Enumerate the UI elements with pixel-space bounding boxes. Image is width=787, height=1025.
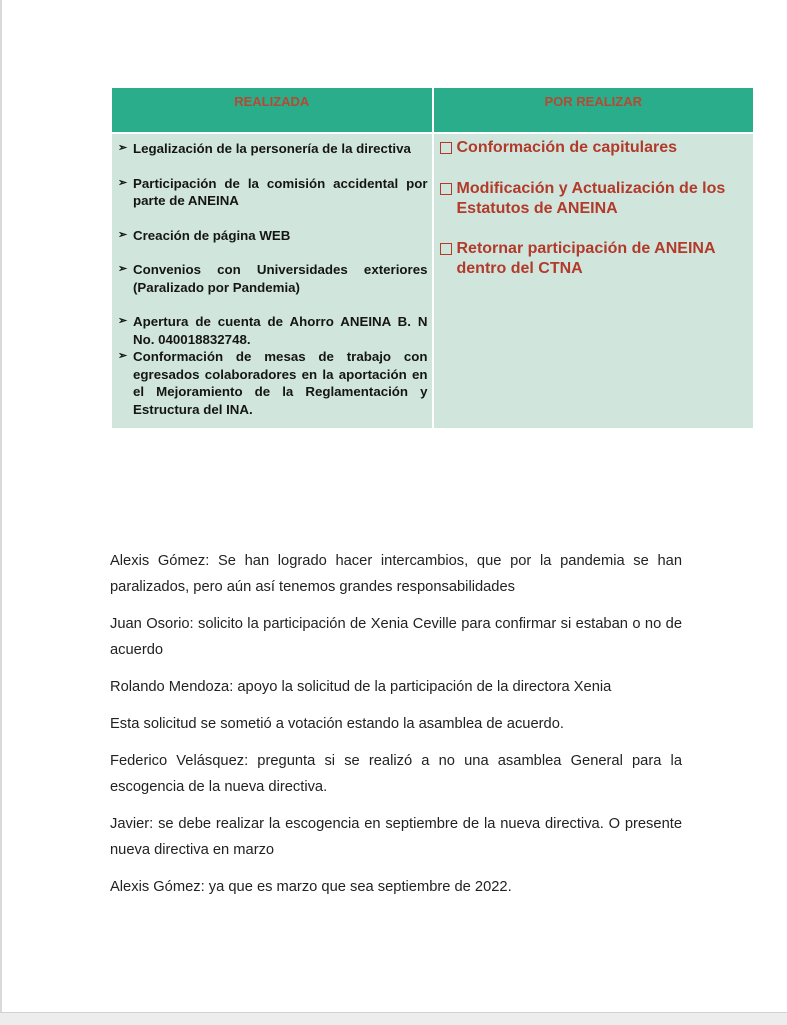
todo-item <box>438 138 750 159</box>
page-edge <box>0 0 2 1024</box>
note-paragraph: Alexis Gómez: Se han logrado hacer intercambios, que por la pandemia se han paralizados, pero aún así tenemos grandes responsabilidades <box>110 553 682 595</box>
done-item-text: Creación de página WEB <box>133 227 291 243</box>
note-paragraph: Juan Osorio: solicito la participación de Xenia Ceville para confirmar si estaban o no de acuerdo <box>110 616 682 658</box>
status-table <box>112 88 753 428</box>
note-paragraph: Javier: se debe realizar la escogencia en septiembre de la nueva directiva. O presente nueva directiva en marzo <box>110 816 682 858</box>
todo-item-text: Retornar participación de ANEINA dentro del CTNA <box>456 240 715 277</box>
done-item-text: Apertura de cuenta de Ahorro ANEINA B. N No. 040018832748. <box>133 314 428 347</box>
table-header-row <box>112 88 753 133</box>
done-item-text: Participación de la comisión accidental por parte de ANEINA <box>133 175 428 208</box>
empty-checkbox-icon <box>438 138 457 159</box>
todo-item <box>438 179 750 219</box>
meeting-notes <box>110 548 682 911</box>
note-paragraph: Alexis Gómez: ya que es marzo que sea septiembre de 2022. <box>110 879 512 895</box>
arrowhead-bullet-icon: ➢ <box>118 228 128 241</box>
done-item <box>118 261 428 296</box>
todo-item-text: Conformación de capitulares <box>456 139 677 156</box>
header-realizada: REALIZADA <box>112 88 433 133</box>
arrowhead-bullet-icon: ➢ <box>118 315 128 327</box>
arrowhead-bullet-icon: ➢ <box>118 263 128 275</box>
done-item-text: Convenios con Universidades exteriores (Paralizado por Pandemia) <box>133 262 428 295</box>
note-paragraph: Esta solicitud se sometió a votación estando la asamblea de acuerdo. <box>110 716 564 732</box>
done-item-text: Conformación de mesas de trabajo con egresados colaboradores en la aportación en el Mejoramiento de la Reglamentación y Estructura del INA. <box>133 349 428 417</box>
done-item <box>118 348 428 418</box>
done-item <box>118 313 428 348</box>
todo-column <box>433 133 754 428</box>
todo-item <box>438 239 750 279</box>
table-body-row <box>112 133 753 428</box>
done-item-text: Legalización de la personería de la directiva <box>133 141 411 156</box>
done-item <box>118 175 428 210</box>
arrowhead-bullet-icon: ➢ <box>118 176 128 189</box>
note-paragraph: Federico Velásquez: pregunta si se realizó a no una asamblea General para la escogencia de la nueva directiva. <box>110 753 682 795</box>
todo-item-text: Modificación y Actualización de los Estatutos de ANEINA <box>456 180 726 217</box>
done-column <box>112 133 433 428</box>
note-paragraph: Rolando Mendoza: apoyo la solicitud de la participación de la directora Xenia <box>110 679 612 695</box>
header-por-realizar: POR REALIZAR <box>433 88 754 133</box>
done-item <box>118 227 428 245</box>
empty-checkbox-icon <box>438 179 457 219</box>
page-bottom-edge <box>0 1012 787 1025</box>
done-item <box>118 140 428 158</box>
arrowhead-bullet-icon: ➢ <box>118 350 128 362</box>
arrowhead-bullet-icon: ➢ <box>118 142 128 154</box>
empty-checkbox-icon <box>438 239 457 279</box>
